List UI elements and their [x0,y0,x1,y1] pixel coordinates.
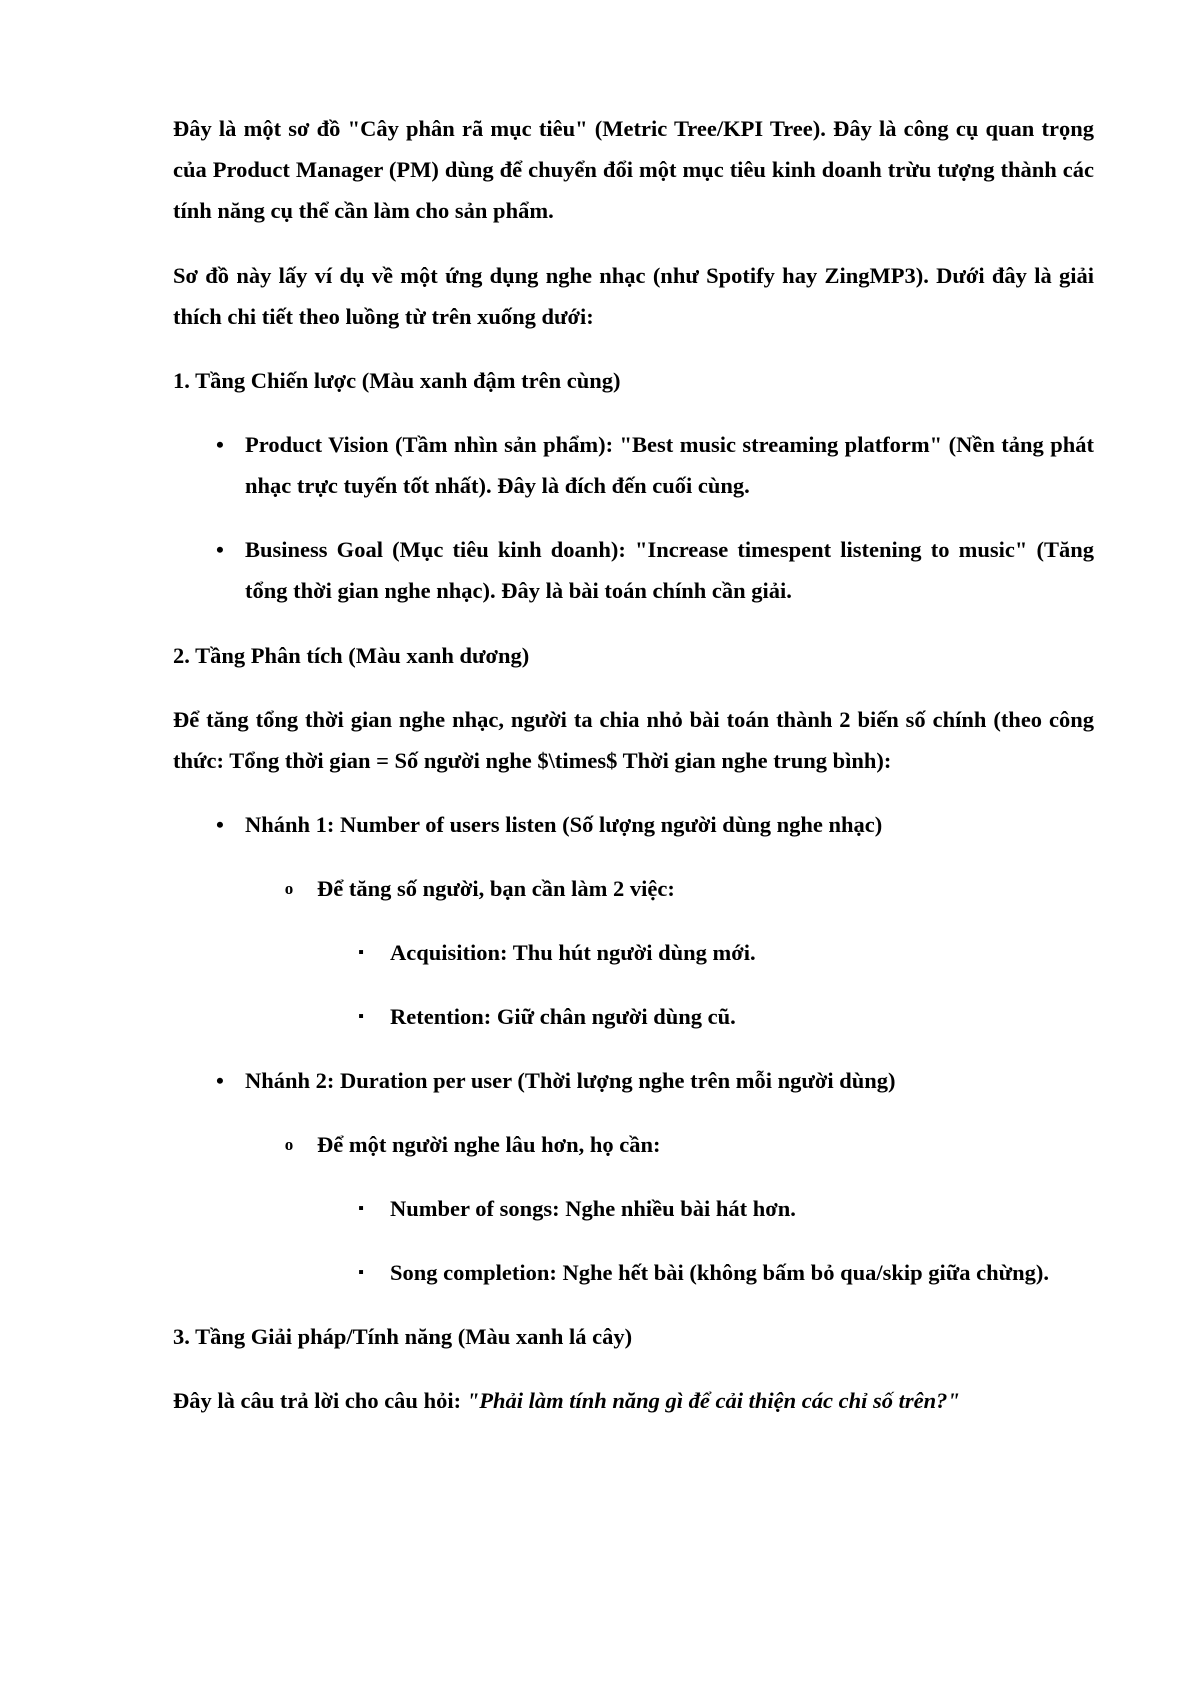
list-item [173,1060,1094,1101]
intro-paragraph-1: Đây là một sơ đồ "Cây phân rã mục tiêu" (Metric Tree/KPI Tree). Đây là công cụ quan trọng của Product Manager (PM) dùng để chuyển đổi một mục tiêu kinh doanh trừu tượng thành các tính năng cụ thể cần làm cho sản phẩm. [173,116,1094,223]
square-marker: ▪ [358,944,364,961]
list-item [173,1124,1094,1165]
branch-2-label: Nhánh 2: Duration per user (Thời lượng nghe trên mỗi người dùng) [245,1068,896,1093]
section-3-question: "Phải làm tính năng gì để cải thiện các chỉ số trên?" [466,1388,960,1413]
branch-2-sub: Để một người nghe lâu hơn, họ cần: [317,1132,661,1157]
list-item [173,868,1094,909]
list-item [173,1188,1094,1229]
list-item [173,424,1094,506]
section-2-intro: Để tăng tổng thời gian nghe nhạc, người ta chia nhỏ bài toán thành 2 biến số chính (theo công thức: Tổng thời gian = Số người nghe $\times$ Thời gian nghe trung bình): [173,707,1094,773]
bullet-product-vision: Product Vision (Tầm nhìn sản phẩm): "Best music streaming platform" (Nền tảng phát nhạc trực tuyến tốt nhất). Đây là đích đến cuối cùng. [245,432,1094,498]
list-item [173,1252,1094,1293]
list-item [173,529,1094,611]
bullet-marker: • [216,1068,224,1093]
section-1-heading: 1. Tầng Chiến lược (Màu xanh đậm trên cùng) [173,368,621,393]
branch-1-label: Nhánh 1: Number of users listen (Số lượng người dùng nghe nhạc) [245,812,883,837]
section-3-lead [173,1380,1094,1421]
list-item [173,932,1094,973]
section-3-heading: 3. Tầng Giải pháp/Tính năng (Màu xanh lá cây) [173,1324,633,1349]
branch-2-item-songs: Number of songs: Nghe nhiều bài hát hơn. [390,1196,796,1221]
section-2-heading: 2. Tầng Phân tích (Màu xanh dương) [173,643,530,668]
square-marker: ▪ [358,1008,364,1025]
bullet-business-goal: Business Goal (Mục tiêu kinh doanh): "Increase timespent listening to music" (Tăng tổng thời gian nghe nhạc). Đây là bài toán chính cần giải. [245,537,1094,603]
bullet-marker: • [216,432,224,457]
list-item [173,804,1094,845]
bullet-marker: • [216,812,224,837]
list-item [173,996,1094,1037]
branch-1-item-acquisition: Acquisition: Thu hút người dùng mới. [390,940,756,965]
branch-1-sub: Để tăng số người, bạn cần làm 2 việc: [317,876,675,901]
document-page [173,108,1094,1421]
bullet-marker: • [216,537,224,562]
section-3-lead-text: Đây là câu trả lời cho câu hỏi: [173,1388,467,1413]
intro-paragraph-2: Sơ đồ này lấy ví dụ về một ứng dụng nghe nhạc (như Spotify hay ZingMP3). Dưới đây là giải thích chi tiết theo luồng từ trên xuống dưới: [173,263,1094,329]
branch-2-item-completion: Song completion: Nghe hết bài (không bấm bỏ qua/skip giữa chừng). [390,1260,1050,1285]
branch-1-item-retention: Retention: Giữ chân người dùng cũ. [390,1004,736,1029]
circle-marker: o [284,879,294,898]
square-marker: ▪ [358,1200,364,1217]
circle-marker: o [284,1135,294,1154]
square-marker: ▪ [358,1264,364,1281]
